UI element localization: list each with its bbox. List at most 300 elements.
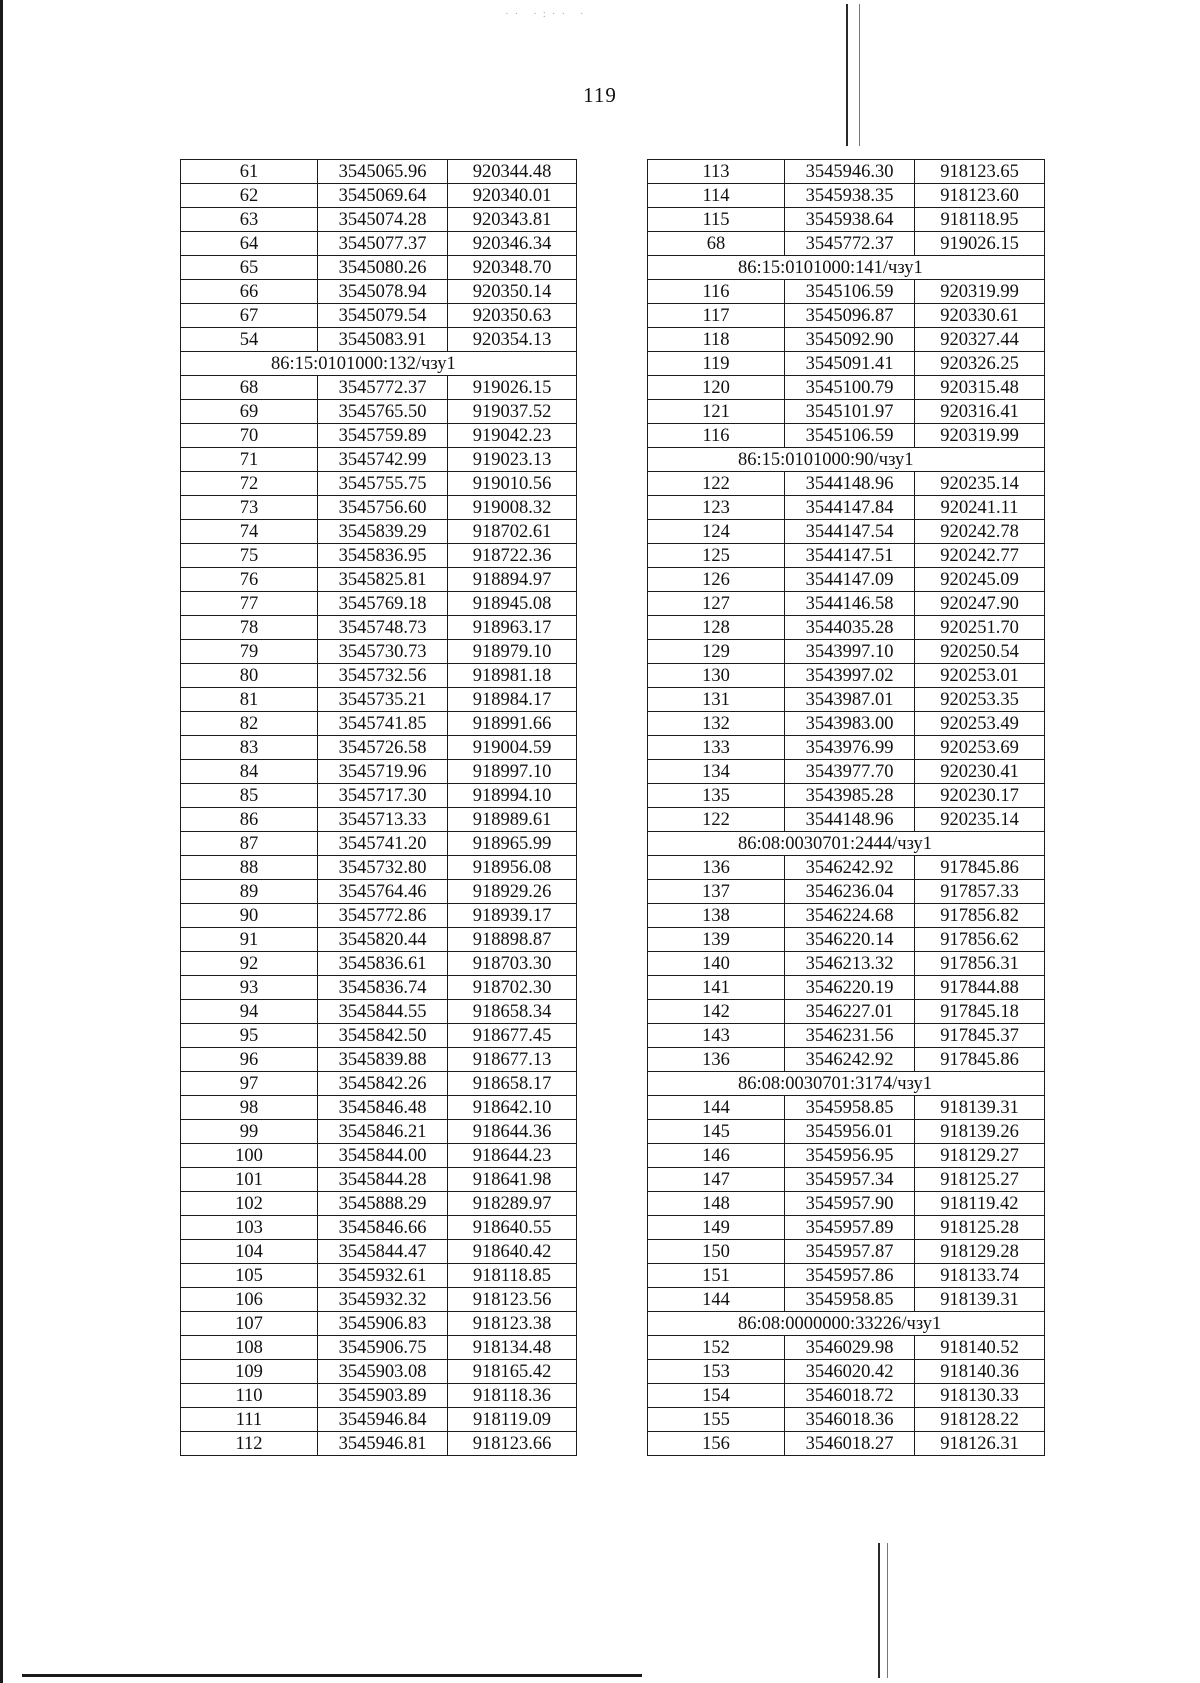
x-coordinate-cell: 3545735.21 (318, 688, 448, 712)
x-coordinate-cell: 3545078.94 (318, 280, 448, 304)
table-row (181, 400, 577, 424)
y-coordinate-cell: 918703.30 (448, 952, 577, 976)
y-coordinate-cell: 918133.74 (915, 1264, 1045, 1288)
point-number-cell: 107 (181, 1312, 318, 1336)
y-coordinate-cell: 918929.26 (448, 880, 577, 904)
table-row (181, 640, 577, 664)
y-coordinate-cell: 920319.99 (915, 280, 1045, 304)
table-row (181, 160, 577, 184)
x-coordinate-cell: 3545756.60 (318, 496, 448, 520)
table-row (648, 544, 1045, 568)
point-number-cell: 120 (648, 376, 785, 400)
point-number-cell: 126 (648, 568, 785, 592)
point-number-cell: 68 (181, 376, 318, 400)
x-coordinate-cell: 3546020.42 (785, 1360, 915, 1384)
table-row (648, 352, 1045, 376)
table-row (181, 1312, 577, 1336)
table-row (181, 1096, 577, 1120)
y-coordinate-cell: 920346.34 (448, 232, 577, 256)
table-row (181, 1264, 577, 1288)
table-row (181, 712, 577, 736)
point-number-cell: 109 (181, 1360, 318, 1384)
point-number-cell: 147 (648, 1168, 785, 1192)
point-number-cell: 97 (181, 1072, 318, 1096)
bottom-margin-rule (22, 1674, 642, 1677)
left-margin-rule (0, 0, 3, 1683)
y-coordinate-cell: 917856.62 (915, 928, 1045, 952)
x-coordinate-cell: 3543987.01 (785, 688, 915, 712)
section-header-row (648, 832, 1045, 856)
x-coordinate-cell: 3546029.98 (785, 1336, 915, 1360)
x-coordinate-cell: 3543976.99 (785, 736, 915, 760)
table-row (181, 976, 577, 1000)
y-coordinate-cell: 918641.98 (448, 1168, 577, 1192)
y-coordinate-cell: 920253.49 (915, 712, 1045, 736)
table-row (648, 232, 1045, 256)
x-coordinate-cell: 3545106.59 (785, 280, 915, 304)
table-row (181, 1192, 577, 1216)
table-row (181, 808, 577, 832)
table-row (181, 904, 577, 928)
table-row (648, 616, 1045, 640)
x-coordinate-cell: 3545741.85 (318, 712, 448, 736)
binding-line (887, 1543, 888, 1678)
y-coordinate-cell: 919026.15 (448, 376, 577, 400)
x-coordinate-cell: 3545846.66 (318, 1216, 448, 1240)
point-number-cell: 103 (181, 1216, 318, 1240)
y-coordinate-cell: 920344.48 (448, 160, 577, 184)
x-coordinate-cell: 3546220.19 (785, 976, 915, 1000)
y-coordinate-cell: 918997.10 (448, 760, 577, 784)
binding-line (878, 1543, 880, 1678)
table-row (181, 328, 577, 352)
x-coordinate-cell: 3545730.73 (318, 640, 448, 664)
point-number-cell: 67 (181, 304, 318, 328)
point-number-cell: 68 (648, 232, 785, 256)
point-number-cell: 153 (648, 1360, 785, 1384)
y-coordinate-cell: 918289.97 (448, 1192, 577, 1216)
point-number-cell: 80 (181, 664, 318, 688)
point-number-cell: 144 (648, 1288, 785, 1312)
x-coordinate-cell: 3545956.01 (785, 1120, 915, 1144)
point-number-cell: 141 (648, 976, 785, 1000)
point-number-cell: 119 (648, 352, 785, 376)
table-row (181, 736, 577, 760)
table-row (648, 664, 1045, 688)
table-row (648, 976, 1045, 1000)
point-number-cell: 124 (648, 520, 785, 544)
x-coordinate-cell: 3545106.59 (785, 424, 915, 448)
table-row (181, 832, 577, 856)
y-coordinate-cell: 920251.70 (915, 616, 1045, 640)
table-row (648, 184, 1045, 208)
y-coordinate-cell: 920253.35 (915, 688, 1045, 712)
x-coordinate-cell: 3545079.54 (318, 304, 448, 328)
x-coordinate-cell: 3545825.81 (318, 568, 448, 592)
y-coordinate-cell: 920315.48 (915, 376, 1045, 400)
y-coordinate-cell: 918118.85 (448, 1264, 577, 1288)
x-coordinate-cell: 3545732.56 (318, 664, 448, 688)
y-coordinate-cell: 918965.99 (448, 832, 577, 856)
x-coordinate-cell: 3545957.87 (785, 1240, 915, 1264)
x-coordinate-cell: 3545957.90 (785, 1192, 915, 1216)
table-row (648, 280, 1045, 304)
y-coordinate-cell: 918140.36 (915, 1360, 1045, 1384)
point-number-cell: 151 (648, 1264, 785, 1288)
y-coordinate-cell: 918119.09 (448, 1408, 577, 1432)
point-number-cell: 98 (181, 1096, 318, 1120)
y-coordinate-cell: 918139.26 (915, 1120, 1045, 1144)
table-row (648, 856, 1045, 880)
y-coordinate-cell: 918658.17 (448, 1072, 577, 1096)
y-coordinate-cell: 918677.13 (448, 1048, 577, 1072)
x-coordinate-cell: 3546242.92 (785, 856, 915, 880)
table-row (648, 1000, 1045, 1024)
point-number-cell: 142 (648, 1000, 785, 1024)
y-coordinate-cell: 918963.17 (448, 616, 577, 640)
x-coordinate-cell: 3545932.61 (318, 1264, 448, 1288)
x-coordinate-cell: 3543997.02 (785, 664, 915, 688)
y-coordinate-cell: 920242.78 (915, 520, 1045, 544)
table-row (181, 928, 577, 952)
point-number-cell: 83 (181, 736, 318, 760)
x-coordinate-cell: 3545769.18 (318, 592, 448, 616)
x-coordinate-cell: 3546236.04 (785, 880, 915, 904)
point-number-cell: 90 (181, 904, 318, 928)
table-row (648, 928, 1045, 952)
x-coordinate-cell: 3545842.50 (318, 1024, 448, 1048)
section-header-row (181, 352, 577, 376)
x-coordinate-cell: 3545755.75 (318, 472, 448, 496)
x-coordinate-cell: 3545764.46 (318, 880, 448, 904)
point-number-cell: 75 (181, 544, 318, 568)
y-coordinate-cell: 917856.31 (915, 952, 1045, 976)
point-number-cell: 144 (648, 1096, 785, 1120)
x-coordinate-cell: 3545748.73 (318, 616, 448, 640)
x-coordinate-cell: 3546018.72 (785, 1384, 915, 1408)
x-coordinate-cell: 3545938.64 (785, 208, 915, 232)
y-coordinate-cell: 920348.70 (448, 256, 577, 280)
table-row (648, 1216, 1045, 1240)
y-coordinate-cell: 918118.36 (448, 1384, 577, 1408)
x-coordinate-cell: 3544148.96 (785, 808, 915, 832)
y-coordinate-cell: 919004.59 (448, 736, 577, 760)
point-number-cell: 79 (181, 640, 318, 664)
point-number-cell: 81 (181, 688, 318, 712)
x-coordinate-cell: 3545719.96 (318, 760, 448, 784)
table-row (181, 1048, 577, 1072)
y-coordinate-cell: 920230.17 (915, 784, 1045, 808)
table-row (648, 400, 1045, 424)
point-number-cell: 63 (181, 208, 318, 232)
table-row (648, 592, 1045, 616)
table-row (181, 1408, 577, 1432)
table-row (181, 760, 577, 784)
point-number-cell: 146 (648, 1144, 785, 1168)
x-coordinate-cell: 3545717.30 (318, 784, 448, 808)
x-coordinate-cell: 3545091.41 (785, 352, 915, 376)
table-row (181, 1336, 577, 1360)
y-coordinate-cell: 918939.17 (448, 904, 577, 928)
y-coordinate-cell: 920354.13 (448, 328, 577, 352)
point-number-cell: 105 (181, 1264, 318, 1288)
binding-line (846, 4, 848, 146)
table-row (648, 568, 1045, 592)
y-coordinate-cell: 918945.08 (448, 592, 577, 616)
point-number-cell: 134 (648, 760, 785, 784)
table-row (181, 280, 577, 304)
x-coordinate-cell: 3545839.88 (318, 1048, 448, 1072)
table-row (648, 688, 1045, 712)
y-coordinate-cell: 918658.34 (448, 1000, 577, 1024)
y-coordinate-cell: 920241.11 (915, 496, 1045, 520)
x-coordinate-cell: 3545932.32 (318, 1288, 448, 1312)
x-coordinate-cell: 3544147.09 (785, 568, 915, 592)
table-row (648, 1432, 1045, 1456)
y-coordinate-cell: 918128.22 (915, 1408, 1045, 1432)
point-number-cell: 106 (181, 1288, 318, 1312)
point-number-cell: 96 (181, 1048, 318, 1072)
y-coordinate-cell: 918129.28 (915, 1240, 1045, 1264)
table-row (648, 760, 1045, 784)
point-number-cell: 100 (181, 1144, 318, 1168)
table-row (181, 1240, 577, 1264)
x-coordinate-cell: 3544147.54 (785, 520, 915, 544)
table-row (181, 688, 577, 712)
point-number-cell: 94 (181, 1000, 318, 1024)
y-coordinate-cell: 918991.66 (448, 712, 577, 736)
point-number-cell: 131 (648, 688, 785, 712)
coordinates-table-right (647, 159, 1045, 1456)
point-number-cell: 150 (648, 1240, 785, 1264)
y-coordinate-cell: 919010.56 (448, 472, 577, 496)
y-coordinate-cell: 918130.33 (915, 1384, 1045, 1408)
x-coordinate-cell: 3545938.35 (785, 184, 915, 208)
y-coordinate-cell: 918677.45 (448, 1024, 577, 1048)
point-number-cell: 84 (181, 760, 318, 784)
table-row (648, 160, 1045, 184)
x-coordinate-cell: 3544147.84 (785, 496, 915, 520)
y-coordinate-cell: 919037.52 (448, 400, 577, 424)
table-row (181, 376, 577, 400)
x-coordinate-cell: 3543997.10 (785, 640, 915, 664)
table-row (181, 1000, 577, 1024)
point-number-cell: 72 (181, 472, 318, 496)
y-coordinate-cell: 917844.88 (915, 976, 1045, 1000)
x-coordinate-cell: 3545759.89 (318, 424, 448, 448)
point-number-cell: 128 (648, 616, 785, 640)
point-number-cell: 88 (181, 856, 318, 880)
point-number-cell: 64 (181, 232, 318, 256)
y-coordinate-cell: 918989.61 (448, 808, 577, 832)
table-row (181, 952, 577, 976)
point-number-cell: 155 (648, 1408, 785, 1432)
point-number-cell: 95 (181, 1024, 318, 1048)
point-number-cell: 87 (181, 832, 318, 856)
y-coordinate-cell: 918139.31 (915, 1288, 1045, 1312)
table-row (648, 1096, 1045, 1120)
y-coordinate-cell: 920235.14 (915, 808, 1045, 832)
y-coordinate-cell: 918139.31 (915, 1096, 1045, 1120)
point-number-cell: 132 (648, 712, 785, 736)
x-coordinate-cell: 3545836.95 (318, 544, 448, 568)
point-number-cell: 123 (648, 496, 785, 520)
table-row (181, 1288, 577, 1312)
y-coordinate-cell: 920253.69 (915, 736, 1045, 760)
table-row (181, 856, 577, 880)
table-row (648, 1144, 1045, 1168)
point-number-cell: 148 (648, 1192, 785, 1216)
x-coordinate-cell: 3545742.99 (318, 448, 448, 472)
x-coordinate-cell: 3545726.58 (318, 736, 448, 760)
x-coordinate-cell: 3543977.70 (785, 760, 915, 784)
table-row (181, 208, 577, 232)
y-coordinate-cell: 920250.54 (915, 640, 1045, 664)
table-body (648, 160, 1045, 1456)
table-row (181, 184, 577, 208)
x-coordinate-cell: 3545957.86 (785, 1264, 915, 1288)
cadastral-section-label: 86:15:0101000:90/чзу1 (648, 448, 1045, 472)
table-row (648, 784, 1045, 808)
point-number-cell: 85 (181, 784, 318, 808)
point-number-cell: 115 (648, 208, 785, 232)
y-coordinate-cell: 920319.99 (915, 424, 1045, 448)
y-coordinate-cell: 918125.27 (915, 1168, 1045, 1192)
binding-line (859, 4, 860, 146)
table-row (648, 472, 1045, 496)
point-number-cell: 113 (648, 160, 785, 184)
y-coordinate-cell: 920330.61 (915, 304, 1045, 328)
point-number-cell: 62 (181, 184, 318, 208)
point-number-cell: 143 (648, 1024, 785, 1048)
x-coordinate-cell: 3545958.85 (785, 1288, 915, 1312)
point-number-cell: 99 (181, 1120, 318, 1144)
x-coordinate-cell: 3545958.85 (785, 1096, 915, 1120)
table-row (181, 1432, 577, 1456)
table-row (648, 1192, 1045, 1216)
scan-speckle: ·· ·:·· · (505, 8, 590, 20)
y-coordinate-cell: 918979.10 (448, 640, 577, 664)
y-coordinate-cell: 918126.31 (915, 1432, 1045, 1456)
table-row (648, 1336, 1045, 1360)
y-coordinate-cell: 920340.01 (448, 184, 577, 208)
x-coordinate-cell: 3545906.83 (318, 1312, 448, 1336)
table-row (181, 304, 577, 328)
section-header-row (648, 256, 1045, 280)
x-coordinate-cell: 3545083.91 (318, 328, 448, 352)
y-coordinate-cell: 918123.56 (448, 1288, 577, 1312)
table-row (648, 376, 1045, 400)
x-coordinate-cell: 3546224.68 (785, 904, 915, 928)
point-number-cell: 91 (181, 928, 318, 952)
table-row (648, 1168, 1045, 1192)
y-coordinate-cell: 918894.97 (448, 568, 577, 592)
x-coordinate-cell: 3545906.75 (318, 1336, 448, 1360)
y-coordinate-cell: 918140.52 (915, 1336, 1045, 1360)
x-coordinate-cell: 3545888.29 (318, 1192, 448, 1216)
point-number-cell: 122 (648, 808, 785, 832)
table-row (648, 496, 1045, 520)
point-number-cell: 101 (181, 1168, 318, 1192)
table-row (181, 1384, 577, 1408)
table-row (648, 736, 1045, 760)
section-header-row (648, 448, 1045, 472)
cadastral-section-label: 86:15:0101000:141/чзу1 (648, 256, 1045, 280)
point-number-cell: 125 (648, 544, 785, 568)
x-coordinate-cell: 3545846.21 (318, 1120, 448, 1144)
point-number-cell: 93 (181, 976, 318, 1000)
table-row (648, 304, 1045, 328)
y-coordinate-cell: 918956.08 (448, 856, 577, 880)
y-coordinate-cell: 920327.44 (915, 328, 1045, 352)
point-number-cell: 152 (648, 1336, 785, 1360)
y-coordinate-cell: 918702.30 (448, 976, 577, 1000)
y-coordinate-cell: 918722.36 (448, 544, 577, 568)
x-coordinate-cell: 3545946.30 (785, 160, 915, 184)
table-row (648, 1408, 1045, 1432)
table-row (648, 1048, 1045, 1072)
y-coordinate-cell: 917845.37 (915, 1024, 1045, 1048)
table-row (648, 328, 1045, 352)
y-coordinate-cell: 920350.63 (448, 304, 577, 328)
table-row (648, 1240, 1045, 1264)
table-row (181, 1120, 577, 1144)
table-row (181, 496, 577, 520)
point-number-cell: 116 (648, 424, 785, 448)
point-number-cell: 54 (181, 328, 318, 352)
point-number-cell: 104 (181, 1240, 318, 1264)
y-coordinate-cell: 919026.15 (915, 232, 1045, 256)
point-number-cell: 129 (648, 640, 785, 664)
table-row (648, 1288, 1045, 1312)
x-coordinate-cell: 3544147.51 (785, 544, 915, 568)
coordinates-table-left (180, 159, 577, 1456)
table-row (181, 880, 577, 904)
cadastral-section-label: 86:08:0030701:3174/чзу1 (648, 1072, 1045, 1096)
y-coordinate-cell: 918134.48 (448, 1336, 577, 1360)
y-coordinate-cell: 918642.10 (448, 1096, 577, 1120)
point-number-cell: 117 (648, 304, 785, 328)
point-number-cell: 89 (181, 880, 318, 904)
x-coordinate-cell: 3545842.26 (318, 1072, 448, 1096)
x-coordinate-cell: 3544148.96 (785, 472, 915, 496)
point-number-cell: 130 (648, 664, 785, 688)
point-number-cell: 138 (648, 904, 785, 928)
x-coordinate-cell: 3545844.28 (318, 1168, 448, 1192)
point-number-cell: 69 (181, 400, 318, 424)
table-row (181, 616, 577, 640)
y-coordinate-cell: 918125.28 (915, 1216, 1045, 1240)
x-coordinate-cell: 3545741.20 (318, 832, 448, 856)
point-number-cell: 137 (648, 880, 785, 904)
x-coordinate-cell: 3545844.55 (318, 1000, 448, 1024)
x-coordinate-cell: 3546018.36 (785, 1408, 915, 1432)
point-number-cell: 61 (181, 160, 318, 184)
y-coordinate-cell: 918129.27 (915, 1144, 1045, 1168)
x-coordinate-cell: 3545957.34 (785, 1168, 915, 1192)
y-coordinate-cell: 920242.77 (915, 544, 1045, 568)
y-coordinate-cell: 920253.01 (915, 664, 1045, 688)
table-row (181, 592, 577, 616)
table-row (181, 520, 577, 544)
x-coordinate-cell: 3544035.28 (785, 616, 915, 640)
y-coordinate-cell: 920326.25 (915, 352, 1045, 376)
point-number-cell: 140 (648, 952, 785, 976)
point-number-cell: 149 (648, 1216, 785, 1240)
y-coordinate-cell: 920245.09 (915, 568, 1045, 592)
table-row (181, 784, 577, 808)
point-number-cell: 86 (181, 808, 318, 832)
